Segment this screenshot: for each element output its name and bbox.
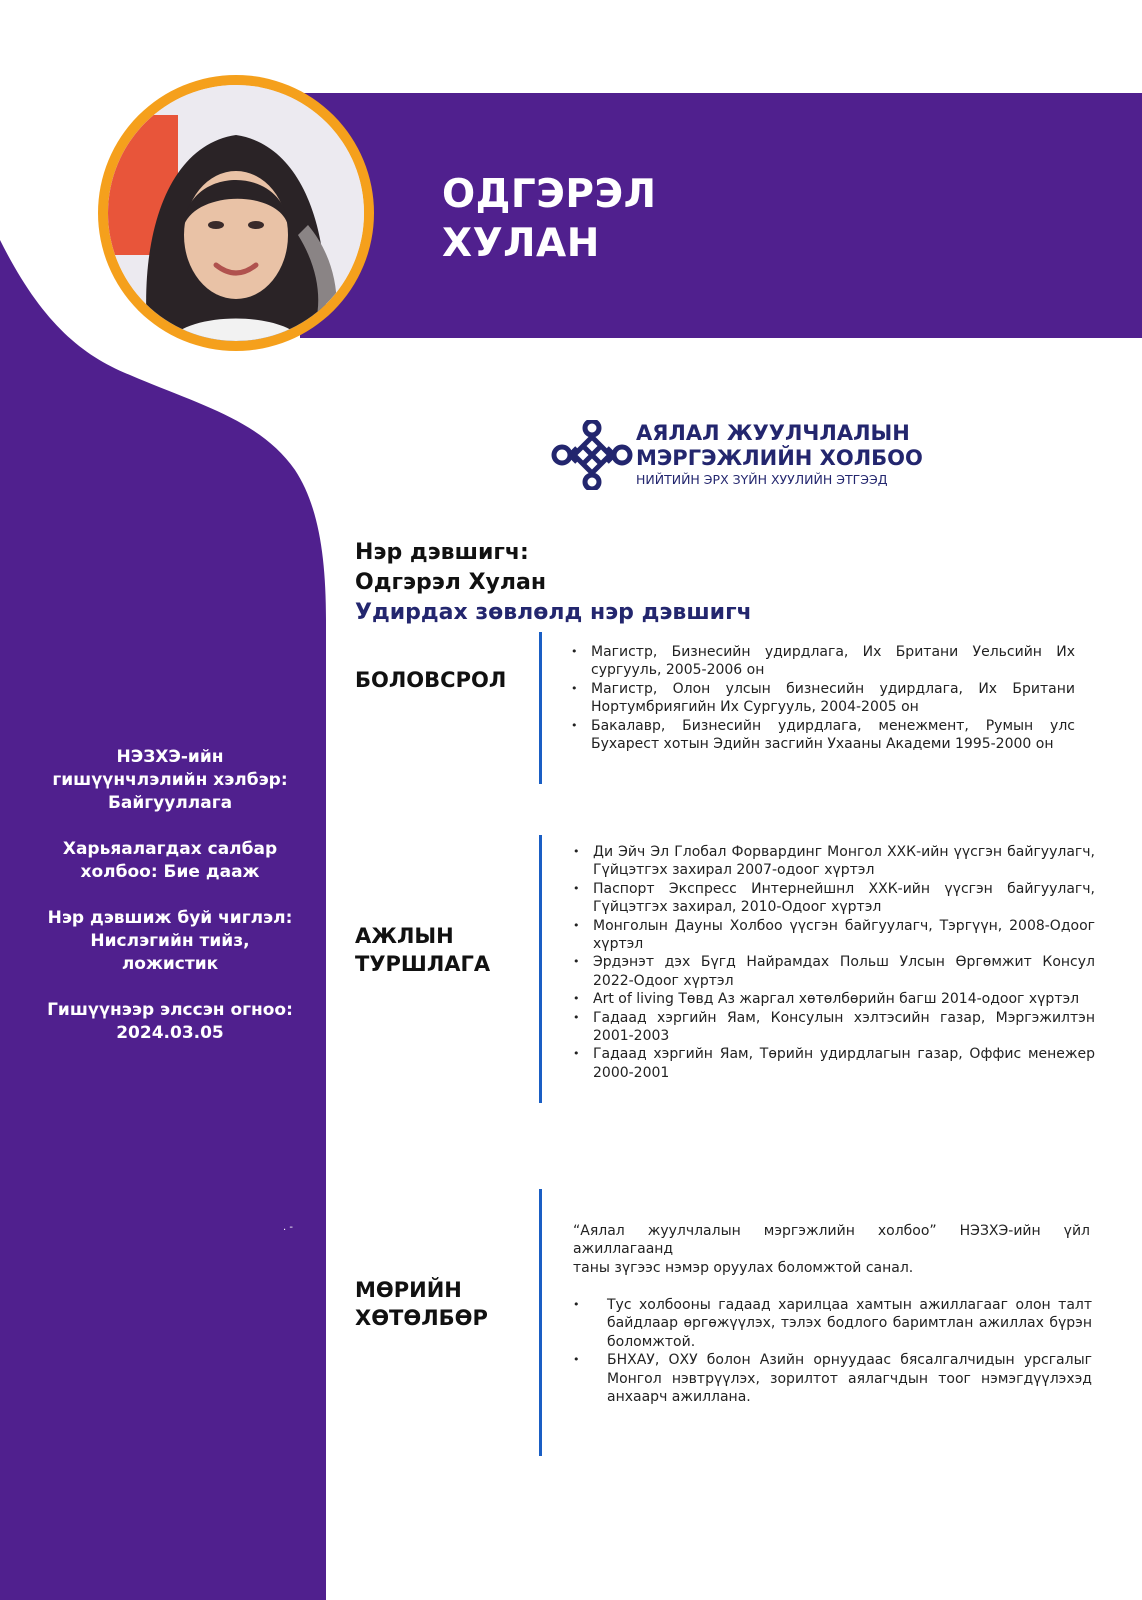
education-title: БОЛОВСРОЛ — [355, 668, 507, 692]
list-item: • Монголын Дауны Холбоо үүсгэн байгуулагч, Тэргүүн, 2008-Одоог хүртэл — [573, 917, 1095, 954]
nominee-label: Нэр дэвшигч: — [355, 540, 529, 565]
list-item: • БНХАУ, ОХУ болон Азийн орнуудаас бясалгалчидын урсгалыг Монгол нэвтрүүлэх, зорилтот аялагчдын тоог нэмэгдүүлэхэд анхаарч ажиллана. — [573, 1351, 1092, 1406]
platform-title — [355, 1276, 488, 1332]
name-line-1: ОДГЭРЭЛ — [442, 172, 657, 217]
platform-intro-line-2: таны зүгээс нэмэр оруулах боломжтой санал. — [573, 1259, 914, 1276]
organization-logo — [550, 420, 923, 490]
sidebar-info — [40, 746, 300, 1068]
experience-title — [355, 922, 490, 978]
nominee-name: Одгэрэл Хулан — [355, 570, 547, 595]
list-item: • Ди Эйч Эл Глобал Форвардинг Монгол ХХК-ийн үүсгэн байгуулагч, Гүйцэтгэх захирал 2007-одоог хүртэл — [573, 843, 1095, 880]
list-item: • Паспорт Экспресс Интернейшнл ХХК-ийн үүсгэн байгуулагч, Гүйцэтгэх захирал, 2010-Одоог хүртэл — [573, 880, 1095, 917]
experience-divider — [539, 835, 542, 1103]
education-divider — [539, 632, 542, 784]
organization-legal-status: НИЙТИЙН ЭРХ ЗҮЙН ХУУЛИЙН ЭТГЭЭД — [636, 472, 888, 487]
platform-title-line-1: МӨРИЙН — [355, 1278, 462, 1302]
list-item: • Гадаад хэргийн Яам, Консулын хэлтэсийн газар, Мэргэжилтэн 2001-2003 — [573, 1009, 1095, 1046]
list-item: • Магистр, Бизнесийн удирдлага, Их Британи Уельсийн Их сургууль, 2005-2006 он — [571, 643, 1075, 680]
header-band — [300, 93, 1142, 338]
platform-intro — [573, 1222, 1090, 1277]
join-date: Гишүүнээр элссэн огноо: 2024.03.05 — [47, 1000, 293, 1043]
endless-knot-logo-icon — [550, 420, 634, 490]
portrait-photo-icon — [108, 85, 364, 341]
platform-divider — [539, 1189, 542, 1456]
list-item: • Гадаад хэргийн Яам, Төрийн удирдлагын газар, Оффис менежер 2000-2001 — [573, 1045, 1095, 1082]
experience-title-line-2: ТУРШЛАГА — [355, 952, 491, 976]
membership-type: НЭЗХЭ-ийн гишүүнчлэлийн хэлбэр: Байгууллага — [52, 747, 288, 813]
nominee-position: Удирдах зөвлөлд нэр дэвшигч — [355, 600, 752, 625]
list-item: • Бакалавр, Бизнесийн удирдлага, менежмент, Румын улс Бухарест хотын Эдийн засгийн Ухааны Академи 1995-2000 он — [571, 717, 1075, 754]
platform-title-line-2: ХӨТӨЛБӨР — [355, 1306, 488, 1330]
experience-list — [573, 843, 1095, 1082]
platform-list — [573, 1296, 1092, 1406]
name-line-2: ХУЛАН — [442, 221, 600, 266]
list-item: • Art of living Төвд Аз жаргал хөтөлбөрийн багш 2014-одоог хүртэл — [573, 990, 1095, 1008]
candidate-name-heading — [442, 170, 656, 268]
stray-marks: . - — [283, 1222, 293, 1233]
list-item: • Тус холбооны гадаад харилцаа хамтын ажиллагааг олон талт байдлаар өргөжүүлэх, тэлэх бодлого баримтлан ажиллах бүрэн боломжтой. — [573, 1296, 1092, 1351]
experience-title-line-1: АЖЛЫН — [355, 924, 454, 948]
platform-intro-line-1: “Аялал жуулчлалын мэргэжлийн холбоо” НЭЗХЭ-ийн үйл ажиллагаанд — [573, 1223, 1090, 1258]
nominee-block — [355, 538, 752, 628]
list-item: • Магистр, Олон улсын бизнесийн удирдлага, Их Британи Нортумбриягийн Их Сургууль, 2004-2005 он — [571, 680, 1075, 717]
list-item: • Эрдэнэт дэх Бүгд Найрамдах Польш Улсын Өргөмжит Консул 2022-Одоог хүртэл — [573, 953, 1095, 990]
organization-name-line-2: МЭРГЭЖЛИЙН ХОЛБОО — [636, 446, 923, 470]
profile-photo — [98, 75, 374, 351]
organization-name-line-1: АЯЛАЛ ЖУУЛЧЛАЛЫН — [636, 421, 910, 445]
education-list — [571, 643, 1075, 753]
nomination-direction: Нэр дэвшиж буй чиглэл: Нислэгийн тийз, ложистик — [47, 908, 293, 974]
branch-association: Харьяалагдах салбар холбоо: Бие дааж — [62, 839, 278, 882]
